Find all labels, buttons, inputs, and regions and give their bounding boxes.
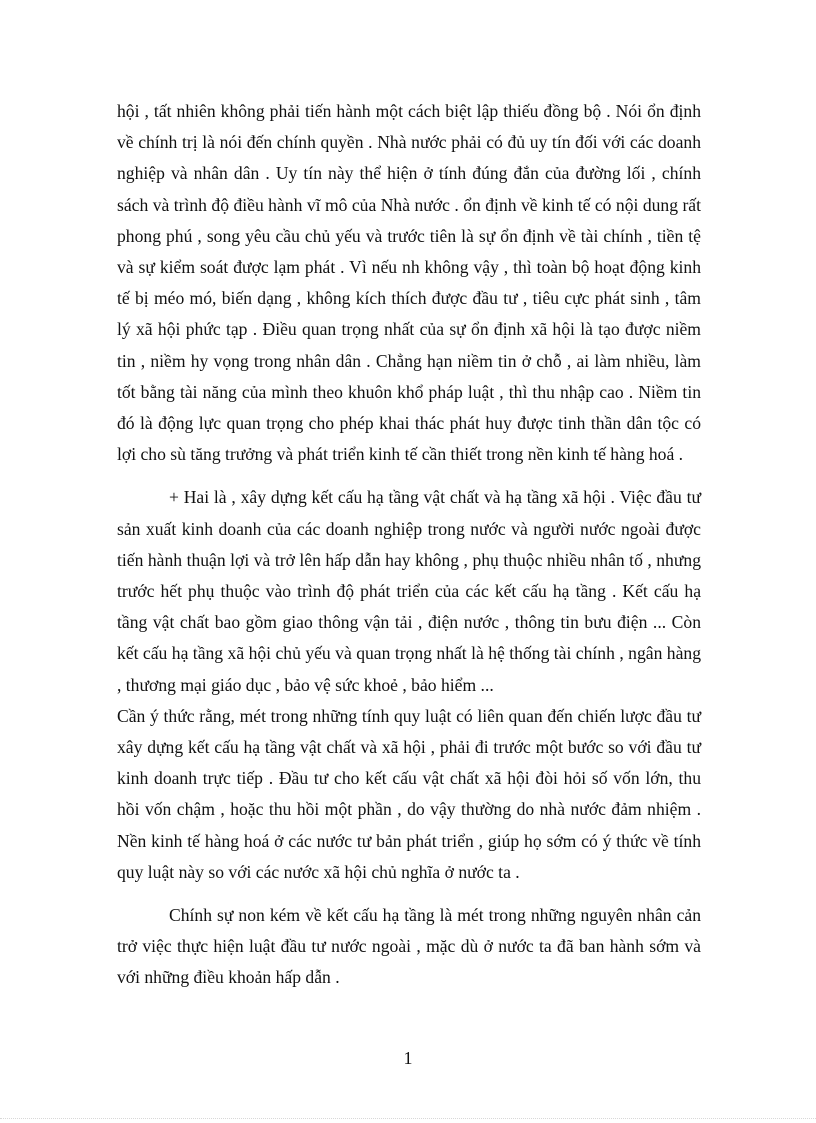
page-number: 1 [403,1048,413,1068]
paragraph-political-economic-stability: hội , tất nhiên không phải tiến hành một cách biệt lập thiếu đồng bộ . Nói ổn định về chính trị là nói đến chính quyền . Nhà nước phải có đủ uy tín đối với các doanh nghiệp và nhân dân . Uy tín này thể hiện ở tính đúng đắn của đường lối , chính sách và trình độ điều hành vĩ mô của Nhà nước . ổn định về kinh tế có nội dung rất phong phú , song yêu cầu chủ yếu và trước tiên là sự ổn định về tài chính , tiền tệ và sự kiểm soát được lạm phát . Vì nếu nh không vậy , thì toàn bộ hoạt động kinh tế bị méo mó, biến dạng , không kích thích được đầu tư , tiêu cực phát sinh , tâm lý xã hội phức tạp . Điều quan trọng nhất của sự ổn định xã hội là tạo được niềm tin , niềm hy vọng trong nhân dân . Chẳng hạn niềm tin ở chỗ , ai làm nhiều, làm tốt bằng tài năng của mình theo khuôn khổ pháp luật , thì thu nhập cao . Niềm tin đó là động lực quan trọng cho phép khai thác phát huy được tinh thần dân tộc có lợi cho sù tăng trưởng và phát triển kinh tế cần thiết trong nền kinh tế hàng hoá . [117,101,701,465]
paragraph-infrastructure-awareness: Cần ý thức rằng, mét trong những tính quy luật có liên quan đến chiến lược đầu tư xây dựng kết cấu hạ tầng vật chất và xã hội , phải đi trước một bước so với đầu tư kinh doanh trực tiếp . Đầu tư cho kết cấu vật chất xã hội đòi hỏi số vốn lớn, thu hồi vốn chậm , hoặc thu hồi một phần , do vậy thường do nhà nước đảm nhiệm . Nền kinh tế hàng hoá ở các nước tư bản phát triển , giúp họ sớm có ý thức về tính quy luật này so với các nước xã hội chủ nghĩa ở nước ta . [117,705,701,882]
paragraph-infrastructure: + Hai là , xây dựng kết cấu hạ tầng vật chất và hạ tầng xã hội . Việc đầu tư sản xuất kinh doanh của các doanh nghiệp trong nước và người nước ngoài được tiến hành thuận lợi và trở lên hấp dẫn hay không , phụ thuộc nhiều nhân tố , nhưng trước hết phụ thuộc vào trình độ phát triển của các kết cấu hạ tầng . Kết cấu hạ tầng vật chất bao gồm giao thông vận tải , điện nước , thông tin bưu điện ... Còn kết cấu hạ tầng xã hội chủ yếu và quan trọng nhất là hệ thống tài chính , ngân hàng , thương mại giáo dục , bảo vệ sức khoẻ , bảo hiểm ... [117,487,701,695]
paragraph-infrastructure-weakness: Chính sự non kém về kết cấu hạ tầng là mét trong những nguyên nhân cản trở việc thực hiện luật đầu tư nước ngoài , mặc dù ở nước ta đã ban hành sớm và với những điều khoản hấp dẫn . [117,905,701,988]
page-bottom-divider [0,1118,816,1119]
page-body [117,96,701,994]
